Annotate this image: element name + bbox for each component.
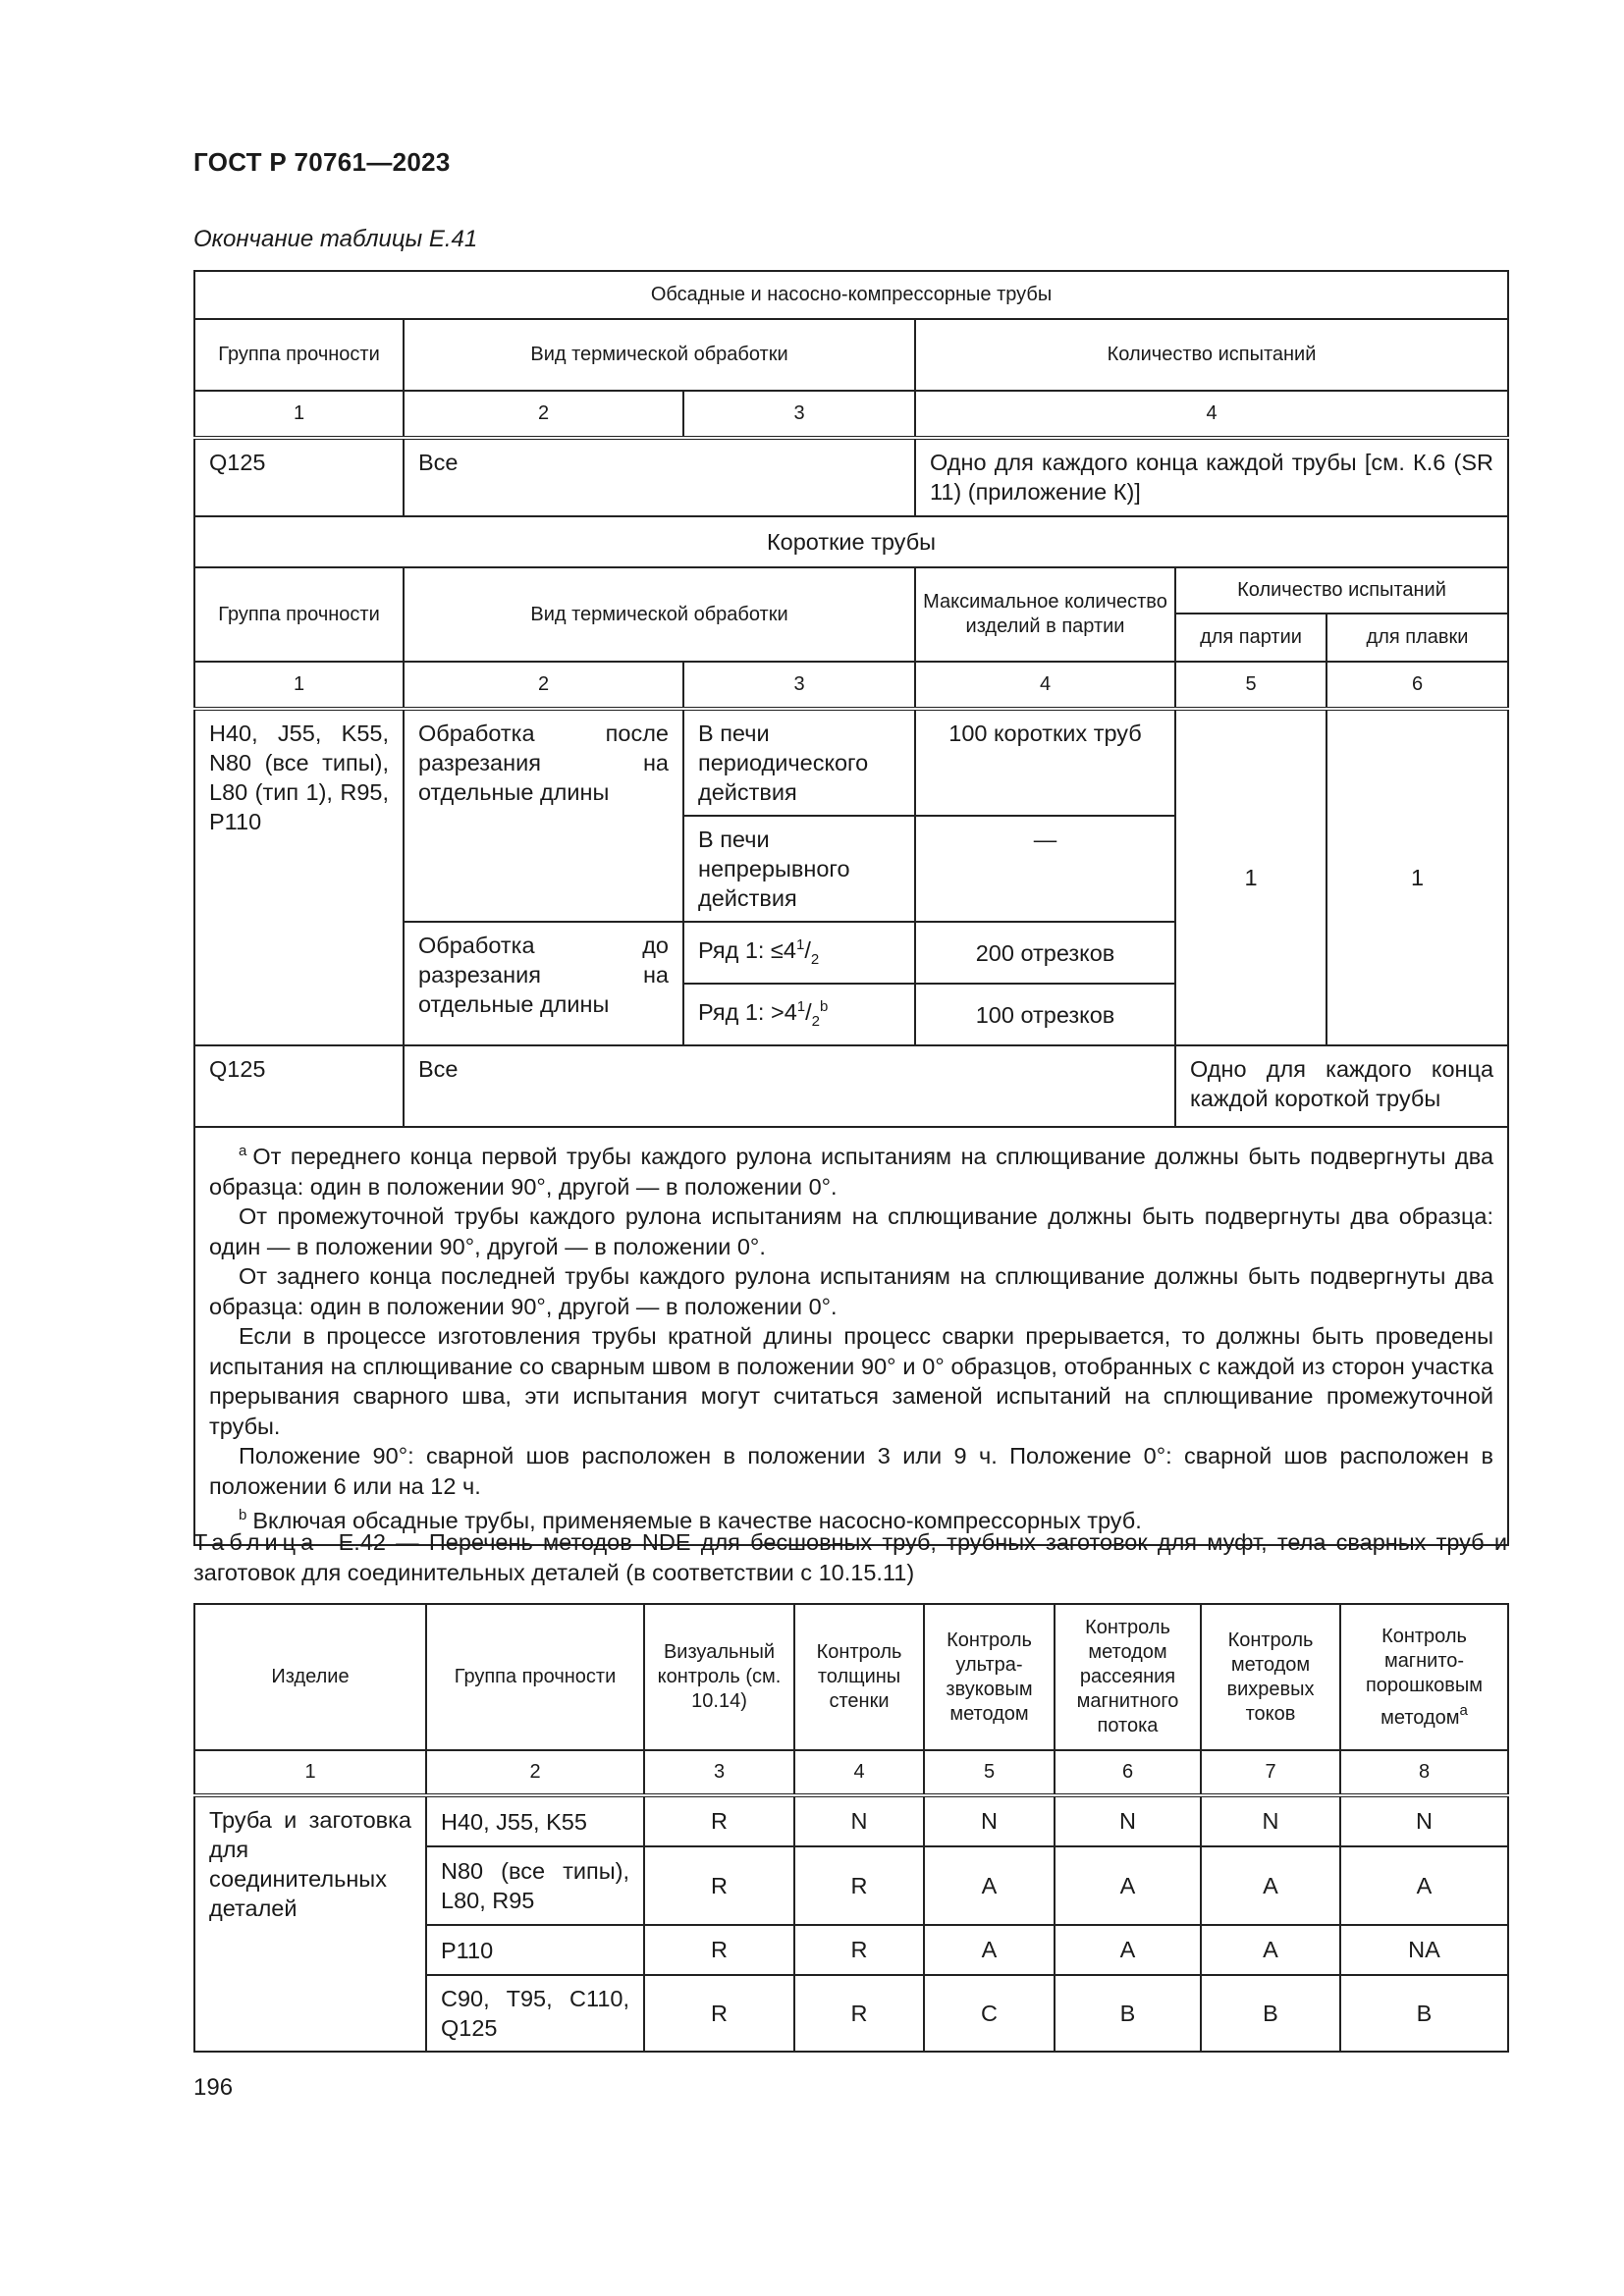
cell-group: Q125 <box>194 438 404 516</box>
col-header-lot: для партии <box>1175 614 1326 662</box>
cell-value: A <box>1340 1846 1508 1925</box>
cell-q125-group: Q125 <box>194 1045 404 1127</box>
col-number: 4 <box>794 1750 924 1795</box>
col-number: 5 <box>924 1750 1055 1795</box>
footnote-mark-b: b <box>239 1507 247 1523</box>
footnote-a <box>209 1137 1493 1201</box>
table-label: Таблица <box>193 1529 319 1555</box>
fraction-denominator: 2 <box>810 951 820 968</box>
cell-value: R <box>644 1846 794 1925</box>
col-header-product: Изделие <box>194 1604 426 1750</box>
col-header-tests: Количество испытаний <box>915 319 1508 391</box>
cell-row1-le: Ряд 1: $\le 4^1/_2$ <box>683 922 915 984</box>
col-header-group: Группа прочности <box>194 567 404 662</box>
cell-value: C <box>924 1975 1055 2052</box>
footnote-b-text: Включая обсадные трубы, применяемые в качестве насосно-компрессорных труб. <box>252 1508 1142 1533</box>
footnote-mark-a: a <box>239 1143 247 1159</box>
table-footnotes <box>194 1127 1508 1545</box>
cell-value: R <box>794 1975 924 2052</box>
col-header-ultrasonic: Контроль ультра-звуковым методом <box>924 1604 1055 1750</box>
col-header-eddy: Контроль методом вихревых токов <box>1201 1604 1340 1750</box>
cell-value: A <box>1201 1925 1340 1975</box>
section-title-casing: Обсадные и насосно-компрессорные трубы <box>194 271 1508 319</box>
col-number: 1 <box>194 391 404 438</box>
cell-value: A <box>924 1846 1055 1925</box>
cell-value: N <box>1201 1795 1340 1846</box>
footnote-a-text: От переднего конца первой трубы каждого рулона испытаниям на сплющивание должны быть подвергнуты два образца: один в положении 90°, другой — в положении 0°. <box>209 1144 1494 1200</box>
col-header-wall: Контроль толщины стенки <box>794 1604 924 1750</box>
cell-q125-treatment: Все <box>404 1045 1175 1127</box>
cell-value: N <box>1055 1795 1201 1846</box>
cell-value: A <box>1055 1925 1201 1975</box>
col-number: 4 <box>915 391 1508 438</box>
cell-furnace-periodic: В печи периодического действия <box>683 709 915 816</box>
table-caption-text: Е.42 — Перечень методов NDE для бесшовных труб, трубных заготовок для муфт, тела сварных труб и заготовок для соединительных деталей (в соответствии с 10.15.11) <box>193 1529 1507 1585</box>
cell-value: B <box>1055 1975 1201 2052</box>
col-number: 7 <box>1201 1750 1340 1795</box>
col-number: 2 <box>404 391 683 438</box>
footnote-paragraph: От промежуточной трубы каждого рулона испытаниям на сплющивание должны быть подвергнуты два образца: один — в положении 90°, другой — в положении 0°. <box>209 1203 1494 1259</box>
col-header-heat: для плавки <box>1326 614 1508 662</box>
col-number: 2 <box>426 1750 644 1795</box>
cell-grades: H40, J55, K55, N80 (все типы), L80 (тип 1), R95, P110 <box>194 709 404 1045</box>
cell-grade: C90, T95, C110, Q125 <box>426 1975 644 2052</box>
cell-max-row1-gt: 100 отрезков <box>915 984 1175 1045</box>
col-number: 6 <box>1055 1750 1201 1795</box>
fraction-denominator: 2 <box>811 1013 821 1030</box>
col-number: 3 <box>683 391 915 438</box>
col-header-flux: Контроль методом рассеяния магнитного потока <box>1055 1604 1201 1750</box>
row1-gt-label: Ряд 1: >4 <box>698 999 797 1025</box>
cell-heat-tests: 1 <box>1326 709 1508 1045</box>
cell-value: A <box>1055 1846 1201 1925</box>
cell-value: A <box>924 1925 1055 1975</box>
cell-value: R <box>644 1975 794 2052</box>
cell-value: N <box>794 1795 924 1846</box>
col-header-magnetic-text: Контроль магнито-порошковым методом <box>1365 1625 1484 1729</box>
cell-treat-after-cut: Обработка после разрезания на отдельные длины <box>404 709 683 922</box>
footnote-paragraph: Если в процессе изготовления трубы кратной длины процесс сварки прерывается, то должны быть проведены испытания на сплющивание со сварным швом в положении 90° и 0° образцов, отобранных с каждой из сторон участка прерывания сварного шва, эти испытания могут считаться заменой испытаний на сплющивание промежуточной трубы. <box>209 1323 1494 1439</box>
cell-row1-gt: Ряд 1: $>4^1/_2^b$ <box>683 984 915 1045</box>
col-header-treatment: Вид термической обработки <box>404 319 915 391</box>
col-header-magnetic <box>1340 1604 1508 1750</box>
col-number: 1 <box>194 1750 426 1795</box>
row1-le-label: Ряд 1: ≤4 <box>698 937 796 963</box>
cell-lot-tests: 1 <box>1175 709 1326 1045</box>
cell-treatment: Все <box>404 438 915 516</box>
fraction-numerator: 1 <box>796 998 806 1015</box>
cell-product: Труба и заготовка для соединительных деталей <box>194 1795 426 2052</box>
col-header-max-items: Максимальное количество изделий в партии <box>915 567 1175 662</box>
col-number: 5 <box>1175 662 1326 709</box>
col-number: 4 <box>915 662 1175 709</box>
cell-treat-before-cut: Обработка до разрезания на отдельные длины <box>404 922 683 1045</box>
col-number: 2 <box>404 662 683 709</box>
cell-grade: H40, J55, K55 <box>426 1795 644 1846</box>
footnote-paragraph: От заднего конца последней трубы каждого рулона испытаниям на сплющивание должны быть подвергнуты два образца: один в положении 90°, другой — в положении 0°. <box>209 1263 1494 1319</box>
document-header: ГОСТ Р 70761—2023 <box>193 147 451 177</box>
cell-value: R <box>794 1846 924 1925</box>
cell-max-continuous: — <box>915 816 1175 922</box>
cell-value: N <box>1340 1795 1508 1846</box>
cell-furnace-continuous: В печи непрерывного действия <box>683 816 915 922</box>
col-header-visual: Визуальный контроль (см. 10.14) <box>644 1604 794 1750</box>
table-e41 <box>193 270 1509 1546</box>
page-number: 196 <box>193 2074 234 2101</box>
table-e42-caption <box>193 1527 1507 1587</box>
section-title-short: Короткие трубы <box>194 516 1508 567</box>
cell-value: A <box>1201 1846 1340 1925</box>
cell-value: B <box>1201 1975 1340 2052</box>
footnote-paragraph: Положение 90°: сварной шов расположен в положении 3 или 9 ч. Положение 0°: сварной шов расположен в положении 6 или на 12 ч. <box>209 1443 1494 1499</box>
col-number: 6 <box>1326 662 1508 709</box>
cell-grade: P110 <box>426 1925 644 1975</box>
col-header-treatment: Вид термической обработки <box>404 567 915 662</box>
cell-grade: N80 (все типы), L80, R95 <box>426 1846 644 1925</box>
footnote-ref-a: a <box>1459 1701 1468 1719</box>
footnote-ref-b: b <box>820 998 829 1015</box>
table-continuation-caption: Окончание таблицы Е.41 <box>193 226 478 252</box>
cell-q125-tests: Одно для каждого конца каждой короткой трубы <box>1175 1045 1508 1127</box>
cell-max-row1-le: 200 отрезков <box>915 922 1175 984</box>
col-number: 3 <box>644 1750 794 1795</box>
cell-value: N <box>924 1795 1055 1846</box>
cell-max-periodic: 100 коротких труб <box>915 709 1175 816</box>
cell-value: B <box>1340 1975 1508 2052</box>
cell-value: R <box>644 1925 794 1975</box>
cell-value: NA <box>1340 1925 1508 1975</box>
cell-value: R <box>644 1795 794 1846</box>
table-e42 <box>193 1603 1509 2053</box>
cell-value: R <box>794 1925 924 1975</box>
cell-tests: Одно для каждого конца каждой трубы [см. К.6 (SR 11) (приложение К)] <box>915 438 1508 516</box>
col-header-tests: Количество испытаний <box>1175 567 1508 614</box>
col-header-grade: Группа прочности <box>426 1604 644 1750</box>
fraction-numerator: 1 <box>795 936 805 953</box>
col-number: 8 <box>1340 1750 1508 1795</box>
col-number: 1 <box>194 662 404 709</box>
col-number: 3 <box>683 662 915 709</box>
col-header-group: Группа прочности <box>194 319 404 391</box>
